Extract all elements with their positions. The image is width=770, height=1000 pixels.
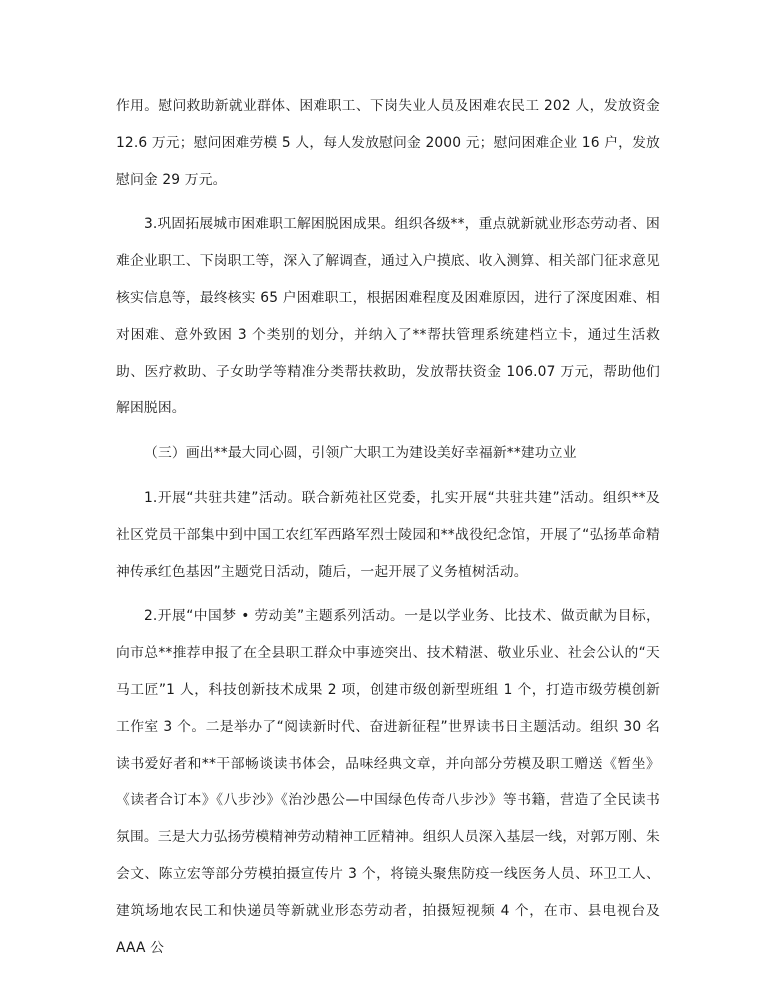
paragraph-poverty-relief: 3.巩固拓展城市困难职工解困脱困成果。组织各级**，重点就新就业形态劳动者、困难企业职工、下岗职工等，深入了解调查，通过入户摸底、收入测算、相关部门征求意见核实信息等，最终核实 65 户困难职工，根据困难程度及困难原因，进行了深度困难、相对困难、意外致困 3 个类别的划分，并纳入了**帮扶管理系统建档立卡，通过生活救助、医疗救助、子女助学等精准分类帮扶救助，发放帮扶资金 106.07 万元，帮助他们解困脱困。: [116, 216, 660, 417]
paragraph-relief-continuation: 作用。慰问救助新就业群体、困难职工、下岗失业人员及困难农民工 202 人，发放资金 12.6 万元；慰问困难劳模 5 人，每人发放慰问金 2000 元；慰问困难企业 16 户，发放慰问金 29 万元。: [116, 98, 660, 188]
section-heading-three: （三）画出**最大同心圆，引领广大职工为建设美好幸福新**建功立业: [144, 445, 577, 462]
paragraph-co-building: 1.开展“共驻共建”活动。联合新苑社区党委，扎实开展“共驻共建”活动。组织**及社区党员干部集中到中国工农红军西路军烈士陵园和**战役纪念馆，开展了“弘扬革命精神传承红色基因”主题党日活动，随后，一起开展了义务植树活动。: [116, 489, 660, 580]
document-page: [116, 88, 660, 966]
paragraph-labor-beauty: 2.开展“中国梦 • 劳动美”主题系列活动。一是以学业务、比技术、做贡献为目标，向市总**推荐申报了在全县职工群众中事迹突出、技术精湛、敬业乐业、社会公认的“天马工匠”1 人，科技创新技术成果 2 项，创建市级创新型班组 1 个，打造市级劳模创新工作室 3 个。二是举办了“阅读新时代、奋进新征程”世界读书日主题活动。组织 30 名读书爱好者和**干部畅谈读书体会，品味经典文章，并向部分劳模及职工赠送《暂坐》《读者合订本》《八步沙》《治沙愚公—中国绿色传奇八步沙》等书籍，营造了全民读书氛围。三是大力弘扬劳模精神劳动精神工匠精神。组织人员深入基层一线，对郭万刚、朱会文、陈立宏等部分劳模拍摄宣传片 3 个，将镜头聚焦防疫一线医务人员、环卫工人、建筑场地农民工和快递员等新就业形态劳动者，拍摄短视频 4 个，在市、县电视台及 AAA 公: [116, 608, 660, 956]
